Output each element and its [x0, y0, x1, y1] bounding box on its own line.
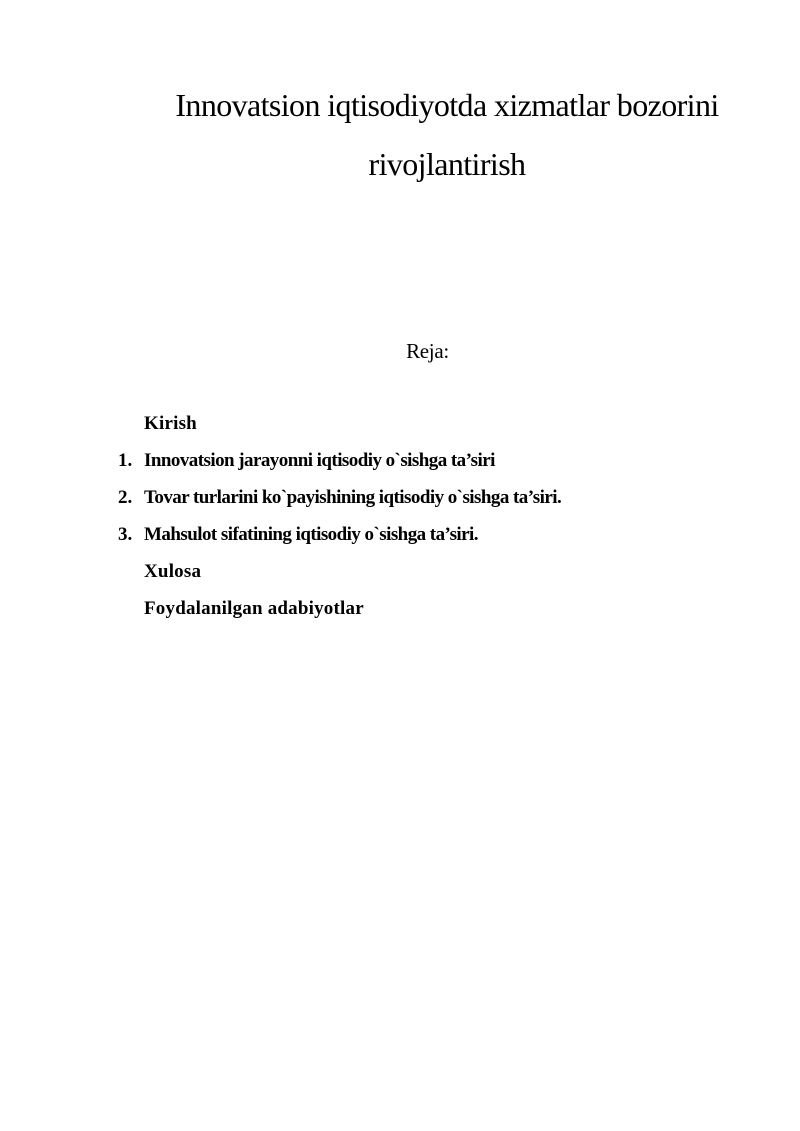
toc-item-text: Foydalanilgan adabiyotlar — [144, 598, 364, 619]
toc-item-3 — [0, 516, 800, 553]
title-line-2: rivojlantirish — [368, 146, 526, 182]
toc-item-text: Mahsulot sifatining iqtisodiy o`sishga ta’siri. — [144, 524, 478, 545]
toc-item-text: Xulosa — [144, 561, 202, 582]
title-line-1: Innovatsion iqtisodiyotda xizmatlar bozorini — [175, 87, 719, 123]
document-title — [140, 76, 754, 194]
plan-heading: Reja: — [406, 339, 449, 363]
toc-item-number: 3. — [118, 524, 133, 545]
toc-item-conclusion — [0, 553, 800, 590]
toc-item-number: 2. — [118, 487, 133, 508]
toc-item-text: Kirish — [144, 413, 197, 434]
toc-item-2 — [0, 479, 800, 516]
toc-item-references — [0, 590, 800, 627]
toc-item-number: 1. — [118, 450, 133, 471]
toc-item-text: Innovatsion jarayonni iqtisodiy o`sishga ta’siri — [144, 450, 495, 471]
toc-item-text: Tovar turlarini ko`payishining iqtisodiy o`sishga ta’siri. — [144, 487, 562, 508]
toc-item-intro — [0, 405, 800, 442]
table-of-contents — [0, 405, 800, 627]
toc-item-1 — [0, 442, 800, 479]
